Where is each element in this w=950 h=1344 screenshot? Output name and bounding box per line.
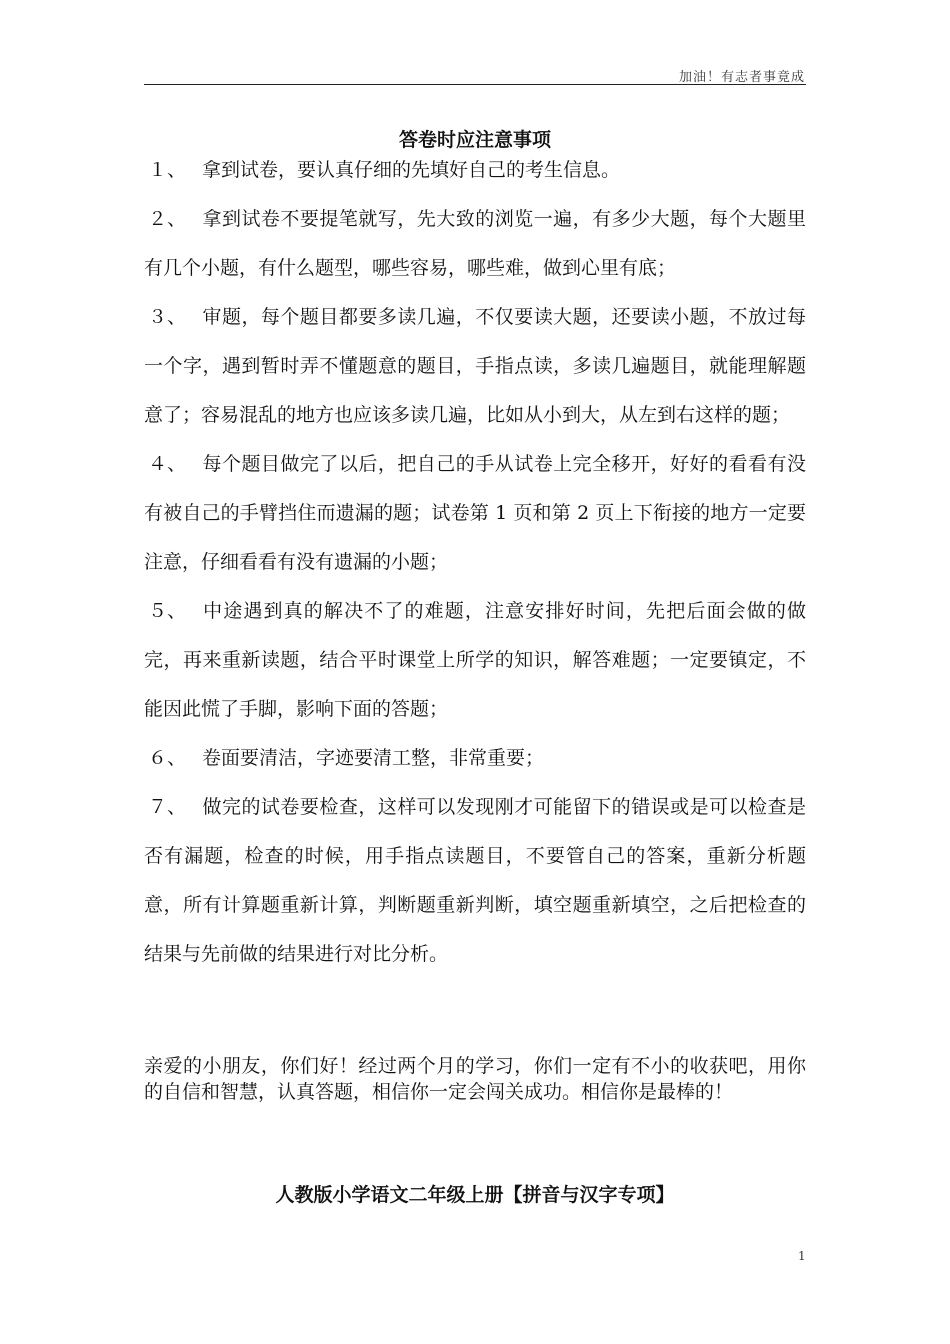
item-number: ６、 — [148, 747, 187, 769]
item-text: 每个题目做完了以后，把自己的手从试卷上完全移开，好好的看看有没有被自己的手臂挡住而遗漏的题；试卷第 1 页和第 2 页上下衔接的地方一定要注意，仔细看看有没有遗漏的小题； — [144, 453, 806, 573]
instruction-item-1 — [144, 146, 806, 195]
item-number: ７、 — [148, 796, 187, 818]
instruction-item-3 — [144, 293, 806, 440]
header-divider — [144, 84, 806, 85]
item-text: 卷面要清洁，字迹要清工整，非常重要； — [202, 747, 545, 769]
item-text: 审题，每个题目都要多读几遍，不仅要读大题，还要读小题，不放过每一个字，遇到暂时弄不懂题意的题目，手指点读，多读几遍题目，就能理解题意了；容易混乱的地方也应该多读几遍，比如从小到大，从左到右这样的题； — [144, 306, 806, 426]
page-header-motto: 加油！有志者事竟成 — [678, 70, 805, 85]
instruction-item-2 — [144, 195, 806, 293]
item-text: 做完的试卷要检查，这样可以发现刚才可能留下的错误或是可以检查是否有漏题，检查的时候，用手指点读题目，不要管自己的答案，重新分析题意，所有计算题重新计算，判断题重新判断，填空题重新填空，之后把检查的结果与先前做的结果进行对比分析。 — [144, 796, 806, 965]
greeting-paragraph: 亲爱的小朋友，你们好！经过两个月的学习，你们一定有不小的收获吧，用你的自信和智慧，认真答题，相信你一定会闯关成功。相信你是最棒的！ — [144, 1055, 806, 1103]
item-number: ３、 — [148, 306, 187, 328]
instruction-item-7 — [144, 783, 806, 979]
item-number: １、 — [148, 159, 187, 181]
instruction-item-6 — [144, 734, 806, 783]
page-number: 1 — [798, 1249, 806, 1263]
instruction-list — [144, 146, 806, 979]
instruction-item-5 — [144, 587, 806, 734]
item-text: 拿到试卷，要认真仔细的先填好自己的考生信息。 — [202, 159, 621, 181]
item-text: 中途遇到真的解决不了的难题，注意安排好时间，先把后面会做的做完，再来重新读题，结合平时课堂上所学的知识，解答难题；一定要镇定，不能因此慌了手脚，影响下面的答题； — [144, 600, 806, 720]
section-subtitle: 人教版小学语文二年级上册【拼音与汉字专项】 — [275, 1184, 675, 1206]
document-title: 答卷时应注意事项 — [398, 129, 551, 151]
item-number: ２、 — [148, 208, 187, 230]
item-text: 拿到试卷不要提笔就写，先大致的浏览一遍，有多少大题，每个大题里有几个小题，有什么题型，哪些容易，哪些难，做到心里有底； — [144, 208, 806, 279]
item-number: ５、 — [148, 600, 187, 622]
item-number: ４、 — [148, 453, 187, 475]
instruction-item-4 — [144, 440, 806, 587]
